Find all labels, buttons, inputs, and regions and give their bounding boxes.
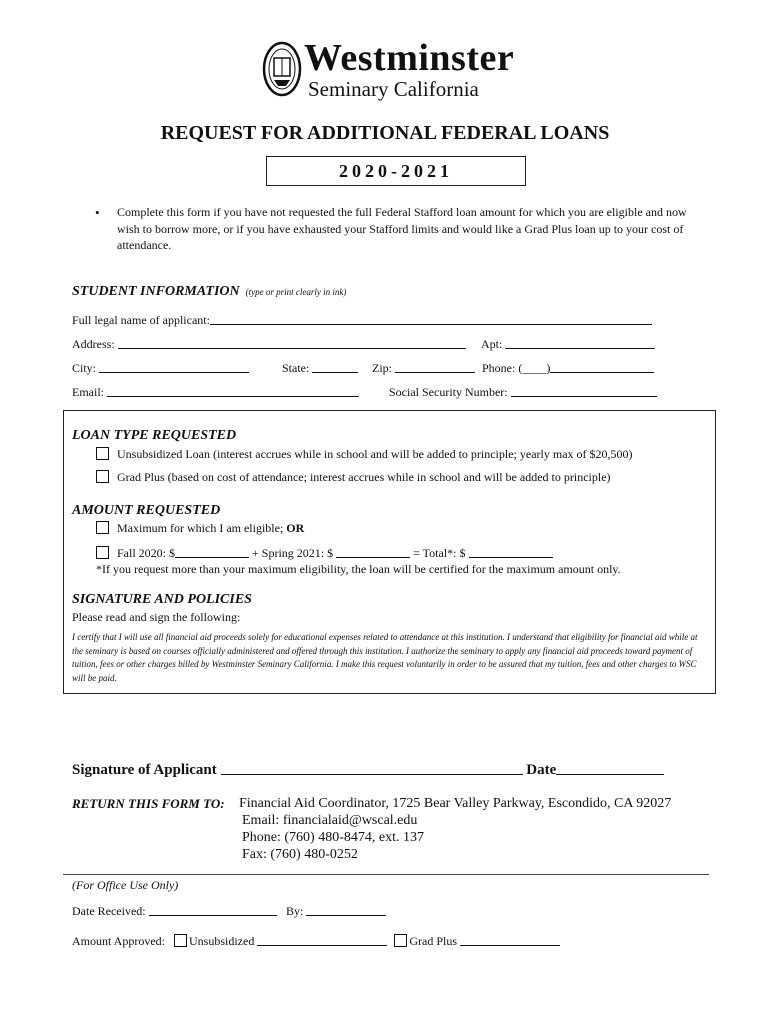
page-title: REQUEST FOR ADDITIONAL FEDERAL LOANS (160, 122, 610, 144)
apt-field[interactable] (481, 336, 655, 352)
date-received-line[interactable] (149, 903, 277, 916)
full-name-line[interactable] (210, 312, 652, 325)
address-line[interactable] (118, 336, 466, 349)
grad-plus-checkbox[interactable] (96, 470, 109, 483)
state-field[interactable] (282, 360, 358, 376)
office-grad-plus-line[interactable] (460, 933, 560, 946)
office-divider (63, 874, 709, 875)
student-info-note: (type or print clearly in ink) (245, 287, 347, 297)
office-unsubsidized-label: Unsubsidized (189, 934, 255, 948)
city-line[interactable] (99, 360, 249, 373)
spring-amount-line[interactable] (336, 545, 410, 558)
semester-checkbox[interactable] (96, 546, 109, 559)
total-amount-line[interactable] (469, 545, 553, 558)
email-line[interactable] (107, 384, 359, 397)
academic-year: 2020-2021 (266, 156, 526, 186)
or-label: OR (286, 521, 305, 535)
by-field[interactable] (286, 903, 386, 919)
zip-label: Zip: (372, 361, 392, 375)
semester-amounts[interactable] (96, 545, 553, 561)
office-use-label: (For Office Use Only) (72, 878, 179, 892)
spring-label: + Spring 2021: $ (252, 546, 334, 560)
amount-approved-label: Amount Approved: (72, 934, 165, 948)
return-address: Financial Aid Coordinator, 1725 Bear Valley Parkway, Escondido, CA 92027 (239, 796, 672, 811)
state-label: State: (282, 361, 310, 375)
ssn-label: Social Security Number: (389, 385, 508, 399)
phone-field[interactable] (482, 360, 654, 376)
address-field[interactable] (72, 336, 466, 352)
return-to-label: RETURN THIS FORM TO: (72, 796, 225, 811)
date-line[interactable] (556, 760, 664, 775)
phone-label: Phone: (____) (482, 361, 551, 375)
grad-plus-option[interactable] (96, 470, 611, 485)
maximum-option[interactable] (96, 521, 304, 536)
amount-approved-field[interactable] (72, 933, 560, 949)
by-label: By: (286, 904, 304, 918)
date-received-label: Date Received: (72, 904, 146, 918)
apt-label: Apt: (481, 337, 503, 351)
amount-heading: AMOUNT REQUESTED (72, 503, 221, 518)
maximum-label: Maximum for which I am eligible; (117, 521, 284, 535)
logo-wordmark: Westminster (304, 37, 515, 79)
applicant-signature-field[interactable] (72, 760, 664, 779)
maximum-checkbox[interactable] (96, 521, 109, 534)
student-info-heading (72, 284, 346, 300)
logo (262, 37, 524, 101)
policies-instruction: Please read and sign the following: (72, 610, 241, 624)
seminary-seal-icon (262, 40, 302, 98)
grad-plus-label: Grad Plus (based on cost of attendance; interest accrues while in school and will be added to principle) (117, 470, 611, 484)
unsubsidized-checkbox[interactable] (96, 447, 109, 460)
city-label: City: (72, 361, 97, 375)
unsubsidized-label: Unsubsidized Loan (interest accrues while in school and will be added to principle; yearly max of $20,500) (117, 447, 633, 461)
logo-subtitle: Seminary California (308, 77, 479, 101)
return-fax: Fax: (760) 480-0252 (242, 847, 358, 862)
loan-type-heading: LOAN TYPE REQUESTED (72, 428, 237, 443)
office-grad-plus-checkbox[interactable] (394, 934, 407, 947)
date-label: Date (526, 762, 557, 778)
return-email: Email: financialaid@wscal.edu (242, 813, 418, 828)
email-field[interactable] (72, 384, 359, 400)
signature-policies-heading: SIGNATURE AND POLICIES (72, 592, 252, 607)
certification-text: I certify that I will use all financial aid proceeds solely for educational expenses related to attendance at this institution. I understand that eligibility for financial aid while at the seminary is based on courses officially administered and offered through this institution. I authorize the seminary to apply any financial aid proceeds toward payment of tuition, fees or other charges billed by Westminster Seminary California. I make this request voluntarily in order to be assured that my tuition, fees and other charges to WSC will be paid. (72, 632, 698, 683)
amount-footnote: *If you request more than your maximum eligibility, the loan will be certified for the maximum amount only. (96, 562, 621, 576)
city-field[interactable] (72, 360, 249, 376)
date-received-field[interactable] (72, 903, 277, 919)
fall-amount-line[interactable] (175, 545, 249, 558)
phone-line[interactable] (550, 360, 654, 373)
office-unsubsidized-checkbox[interactable] (174, 934, 187, 947)
full-name-field[interactable] (72, 312, 652, 328)
ssn-line[interactable] (511, 384, 657, 397)
by-line[interactable] (306, 903, 386, 916)
address-label: Address: (72, 337, 115, 351)
student-info-heading-text: STUDENT INFORMATION (72, 284, 240, 299)
zip-line[interactable] (395, 360, 475, 373)
ssn-field[interactable] (389, 384, 657, 400)
total-label: = Total*: $ (413, 546, 466, 560)
zip-field[interactable] (372, 360, 475, 376)
unsubsidized-option[interactable] (96, 447, 633, 462)
office-grad-plus-label: Grad Plus (409, 934, 457, 948)
state-line[interactable] (312, 360, 358, 373)
full-name-label: Full legal name of applicant: (72, 313, 210, 327)
signature-label: Signature of Applicant (72, 762, 217, 778)
email-label: Email: (72, 385, 104, 399)
signature-line[interactable] (221, 760, 523, 775)
fall-label: Fall 2020: $ (117, 546, 176, 560)
office-unsubsidized-line[interactable] (257, 933, 387, 946)
bullet-icon: • (95, 205, 100, 220)
return-phone: Phone: (760) 480-8474, ext. 137 (242, 830, 424, 845)
intro-text: Complete this form if you have not requested the full Federal Stafford loan amount for which you are eligible and now wish to borrow more, or if you have exhausted your Stafford limits and would like a Grad Plus loan up to your cost of attendance. (117, 205, 687, 252)
apt-line[interactable] (505, 336, 655, 349)
